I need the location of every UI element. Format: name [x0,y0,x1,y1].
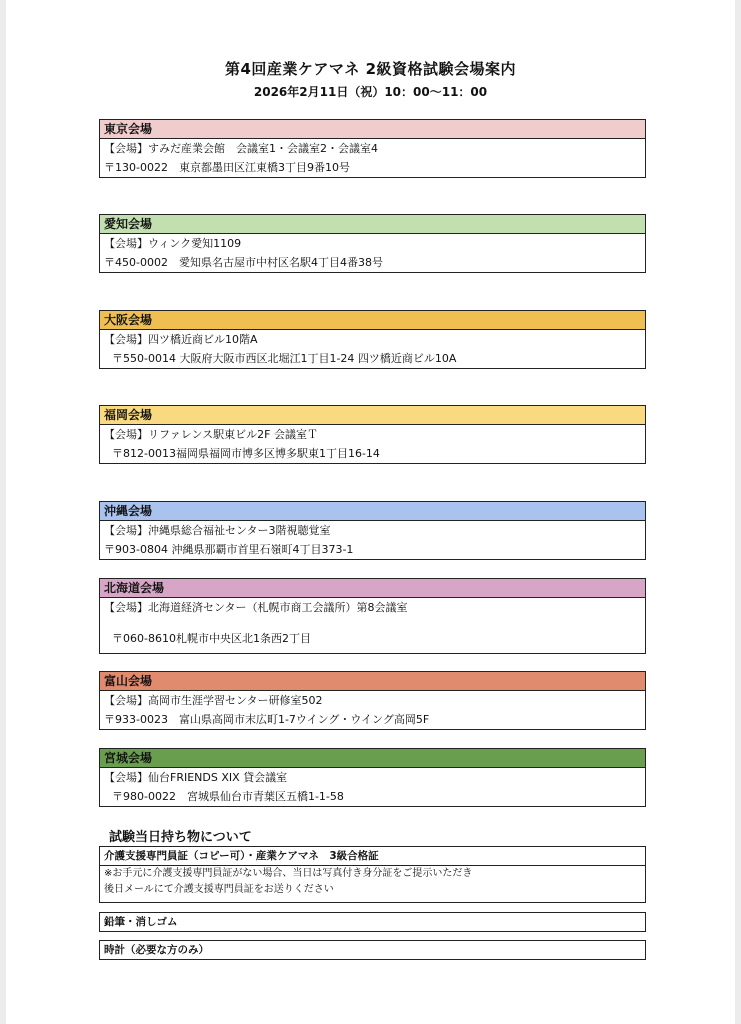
venue-address: 〒812-0013福岡県福岡市博多区博多駅東1丁目16-14 [112,447,380,460]
venue-address: 〒550-0014 大阪府大阪市西区北堀江1丁目1-24 四ツ橋近商ビル10A [112,352,457,365]
venue-header: 愛知会場 [100,215,645,234]
venue-location: 【会場】四ツ橋近商ビル10階A [104,333,258,346]
venue-tokyo [99,119,646,178]
venue-header: 宮城会場 [100,749,645,768]
exam-datetime: 2026年2月11日（祝）10：00〜11：00 [253,85,488,99]
venue-location: 【会場】ウィンク愛知1109 [104,237,242,250]
venue-aichi [99,214,646,273]
venue-location: 【会場】すみだ産業会館 会議室1・会議室2・会議室4 [104,142,378,155]
venue-okinawa [99,501,646,560]
venue-osaka [99,310,646,369]
belongings-item-license [99,846,646,903]
venue-header: 大阪会場 [100,311,645,330]
belongings-item-label: 時計（必要な方のみ） [104,944,209,956]
venue-miyagi [99,748,646,807]
belongings-item-watch [99,940,646,960]
belongings-note: ※お手元に介護支援専門員証がない場合、当日は写真付き身分証をご提示いただき [104,868,473,879]
venue-location: 【会場】北海道経済センター（札幌市商工会議所）第8会議室 [104,601,408,614]
venue-location: 【会場】沖縄県総合福祉センター3階視聴覚室 [104,524,331,537]
venue-address: 〒130-0022 東京都墨田区江東橋3丁目9番10号 [104,161,350,174]
belongings-item-label: 介護支援専門員証（コピー可）・産業ケアマネ 3級合格証 [104,850,379,862]
belongings-title: 試験当日持ち物について [109,830,252,845]
venue-address: 〒903-0804 沖縄県那覇市首里石嶺町4丁目373-1 [104,543,354,556]
document-page [6,0,735,1024]
belongings-item-pencil [99,912,646,932]
venue-fukuoka [99,405,646,464]
venue-address: 〒980-0022 宮城県仙台市青葉区五橋1-1-58 [112,790,344,803]
belongings-item-label: 鉛筆・消しゴム [104,916,178,928]
page-title: 第4回産業ケアマネ 2級資格試験会場案内 [224,60,517,78]
venue-location: 【会場】仙台FRIENDS XIX 貸会議室 [104,771,288,784]
venue-location: 【会場】高岡市生涯学習センター研修室502 [104,694,323,707]
venue-address: 〒060-8610札幌市中央区北1条西2丁目 [112,632,311,645]
venue-header: 東京会場 [100,120,645,139]
venue-address: 〒450-0002 愛知県名古屋市中村区名駅4丁目4番38号 [104,256,383,269]
venue-toyama [99,671,646,730]
venue-header: 富山会場 [100,672,645,691]
venue-location: 【会場】リファレンス駅東ビル2F 会議室Ｔ [104,428,318,441]
venue-hokkaido [99,578,646,654]
venue-address: 〒933-0023 富山県高岡市末広町1-7ウイング・ウイング高岡5F [104,713,430,726]
venue-header: 沖縄会場 [100,502,645,521]
venue-header: 福岡会場 [100,406,645,425]
belongings-note: 後日メールにて介護支援専門員証をお送りください [104,884,334,895]
venue-header: 北海道会場 [100,579,645,598]
